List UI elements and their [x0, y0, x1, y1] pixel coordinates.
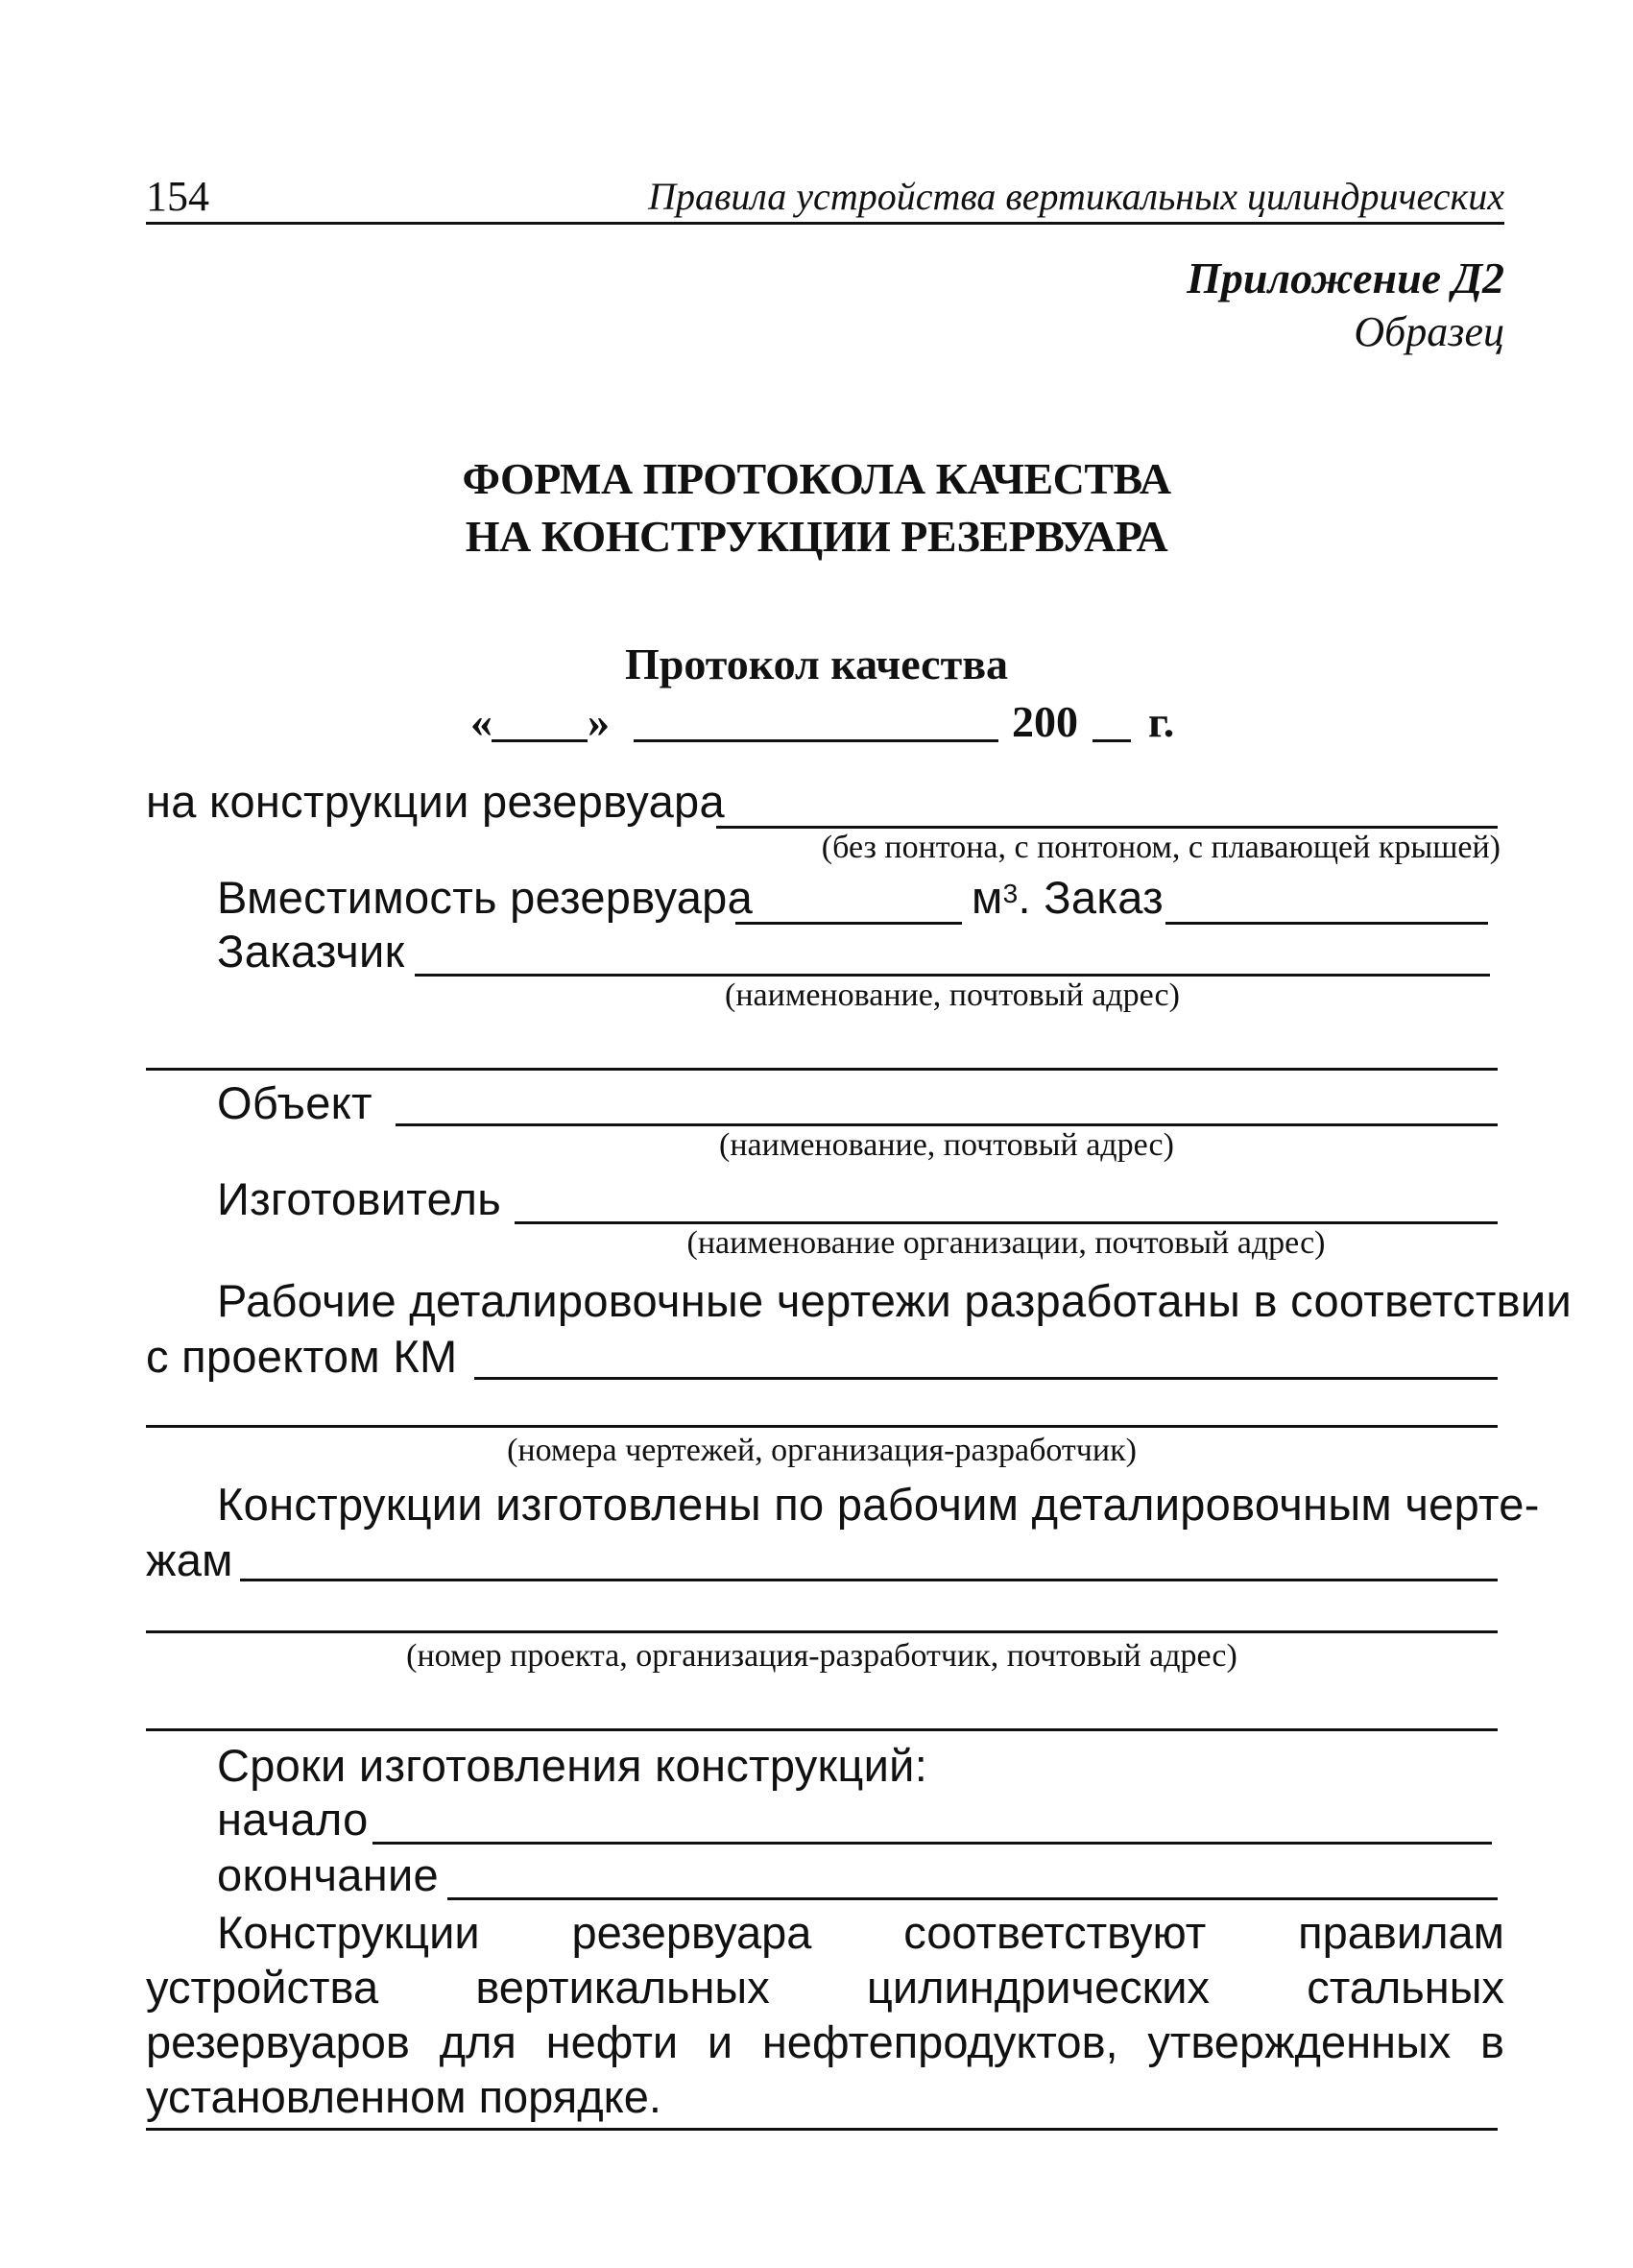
manufacturer-label: Изготовитель [217, 1173, 501, 1224]
appendix-label: Приложение Д2 [1187, 253, 1504, 302]
made-hint: (номер проекта, организация-разработчик, почтовый адрес) [406, 1638, 1237, 1674]
manufacturer-hint: (наименование организации, почтовый адрес) [686, 1225, 1326, 1261]
customer-hint: (наименование, почтовый адрес) [725, 977, 1180, 1013]
running-title: Правила устройства вертикальных цилиндрических [648, 175, 1504, 218]
drawings-line2: с проектом КМ [146, 1331, 458, 1382]
object-label: Объект [217, 1077, 372, 1128]
capacity-field[interactable] [735, 922, 962, 925]
customer-label: Заказчик [217, 926, 405, 977]
drawings-line1: Рабочие деталировочные чертежи разработаны в соответствии [217, 1275, 1573, 1326]
form-title-line1: ФОРМА ПРОТОКОЛА КАЧЕСТВА [462, 454, 1171, 503]
day-field[interactable] [492, 739, 588, 742]
object-hint: (наименование, почтовый адрес) [719, 1127, 1174, 1163]
protocol-heading: Протокол качества [624, 639, 1009, 688]
tank-hint: (без понтона, с понтоном, с плавающей крышей) [821, 830, 1501, 865]
order-field[interactable] [1165, 922, 1488, 925]
header-rule [146, 222, 1504, 225]
order-label: . Заказ [1018, 872, 1164, 923]
customer-field-line2[interactable] [146, 1068, 1498, 1071]
sample-label: Образец [1354, 308, 1504, 355]
quote-open: « [470, 697, 492, 746]
capacity-unit-group [972, 870, 1164, 926]
drawings-field[interactable] [474, 1377, 1498, 1380]
made-field[interactable] [240, 1579, 1498, 1581]
made-field-line3[interactable] [146, 1728, 1498, 1731]
made-line1: Конструкции изготовлены по рабочим деталировочным черте- [217, 1479, 1540, 1530]
year-field[interactable] [1093, 739, 1131, 742]
capacity-unit: м [972, 872, 1003, 923]
terms-label: Сроки изготовления конструкций: [217, 1740, 928, 1791]
start-field[interactable] [372, 1842, 1492, 1845]
month-field[interactable] [634, 739, 998, 742]
form-title-line2: НА КОНСТРУКЦИИ РЕЗЕРВУАРА [465, 512, 1168, 561]
end-field[interactable] [447, 1897, 1498, 1900]
conformity-paragraph: Конструкции резервуара соответствуют правилам устройства вертикальных цилиндрических стальных резервуаров для нефти и нефтепродуктов, утвержденных в установленном порядке. [146, 1907, 1504, 2122]
drawings-hint: (номера чертежей, организация-разработчик) [507, 1433, 1137, 1468]
quote-close: » [588, 697, 610, 746]
start-label: начало [217, 1794, 369, 1845]
end-label: окончание [217, 1849, 439, 1900]
made-line2: жам [146, 1534, 233, 1585]
page-number: 154 [146, 173, 209, 220]
tank-label: на конструкции резервуара [146, 776, 725, 827]
capacity-unit-superscript: 3 [1002, 879, 1019, 908]
year-prefix: 200 [1012, 697, 1078, 746]
made-field-line2[interactable] [146, 1630, 1498, 1633]
drawings-field-line2[interactable] [146, 1425, 1498, 1428]
signature-line[interactable] [146, 2128, 1498, 2131]
year-suffix: г. [1148, 697, 1175, 746]
capacity-label: Вместимость резервуара [217, 872, 754, 923]
